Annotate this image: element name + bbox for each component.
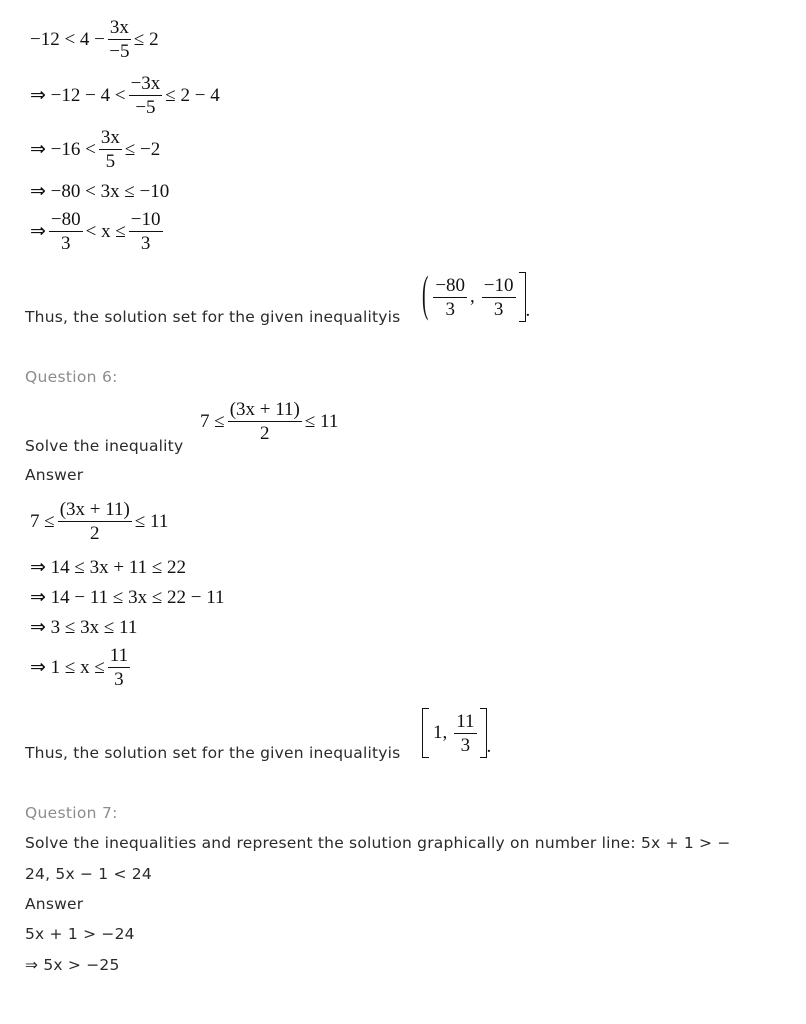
q7-step-1: 5x + 1 > −24 bbox=[25, 925, 135, 943]
q6-prompt: Solve the inequality bbox=[25, 437, 184, 455]
q7-step-2: ⇒ 5x > −25 bbox=[25, 956, 120, 974]
q6-interval-fraction bbox=[454, 712, 476, 755]
q6-step-3-text: ⇒ 14 − 11 ≤ 3x ≤ 22 − 11 bbox=[30, 587, 225, 608]
q5-step-1-fraction bbox=[108, 18, 131, 61]
q5-step-2-right: ≤ 2 − 4 bbox=[165, 84, 220, 106]
q5-step-1-right: ≤ 2 bbox=[133, 28, 159, 50]
q5-step-1-left: −12 < 4 − bbox=[30, 28, 105, 50]
q6-prompt-inequality bbox=[200, 400, 338, 443]
q5-solution-interval bbox=[420, 268, 531, 323]
q5-step-2 bbox=[30, 74, 220, 117]
q6-prompt-numerator: (3x + 11) bbox=[229, 399, 300, 420]
q6-step-1-denominator: 2 bbox=[90, 523, 100, 544]
q5-step-4 bbox=[30, 180, 169, 203]
q5-interval-denominator-1: 3 bbox=[445, 298, 455, 320]
q6-step-3 bbox=[30, 586, 225, 609]
q5-step-5-numerator-1: −80 bbox=[50, 209, 81, 230]
q5-step-3-fraction bbox=[99, 128, 122, 171]
q5-interval-numerator-1: −80 bbox=[435, 274, 466, 296]
q6-prompt-fraction bbox=[228, 400, 302, 443]
q6-step-4-text: ⇒ 3 ≤ 3x ≤ 11 bbox=[30, 617, 138, 638]
question-6-heading: Question 6: bbox=[25, 368, 118, 386]
q6-interval-denominator: 3 bbox=[460, 734, 471, 756]
q6-step-2-text: ⇒ 14 ≤ 3x + 11 ≤ 22 bbox=[30, 557, 187, 578]
q6-prompt-left: 7 ≤ bbox=[200, 410, 225, 432]
q5-step-3-right: ≤ −2 bbox=[124, 138, 161, 160]
q5-step-5-denominator-1: 3 bbox=[61, 233, 71, 254]
q5-interval-numerator-2: −10 bbox=[483, 274, 514, 296]
q6-period: . bbox=[486, 736, 492, 757]
q5-step-5-fraction-2 bbox=[129, 210, 163, 253]
open-bracket bbox=[422, 708, 429, 758]
q5-step-2-fraction bbox=[129, 74, 163, 117]
q5-step-5-numerator-2: −10 bbox=[130, 209, 161, 230]
q5-step-3-left: ⇒ −16 < bbox=[30, 139, 96, 160]
open-paren: ( bbox=[422, 268, 429, 323]
comma: , bbox=[470, 286, 475, 307]
q6-interval-numerator: 11 bbox=[456, 710, 475, 732]
q5-step-1 bbox=[30, 18, 159, 61]
q6-step-4 bbox=[30, 616, 137, 639]
q6-step-5-numerator: 11 bbox=[109, 645, 129, 666]
q5-step-1-denominator: −5 bbox=[109, 41, 130, 62]
q6-conclusion-text: Thus, the solution set for the given inequalityis bbox=[25, 744, 401, 762]
q5-period: . bbox=[525, 300, 531, 321]
q5-step-5-middle: < x ≤ bbox=[85, 220, 126, 242]
q6-step-1 bbox=[30, 500, 168, 543]
question-7-heading: Question 7: bbox=[25, 804, 118, 822]
q5-step-3 bbox=[30, 128, 160, 171]
close-bracket bbox=[519, 272, 526, 322]
q7-answer-label: Answer bbox=[25, 895, 84, 913]
q5-step-1-numerator: 3x bbox=[109, 17, 129, 38]
q7-prompt-line-2: 24, 5x − 1 < 24 bbox=[25, 865, 152, 883]
q6-answer-label: Answer bbox=[25, 466, 84, 484]
q7-prompt-line-1: Solve the inequalities and represent the solution graphically on number line: 5x + 1 > − bbox=[25, 834, 731, 852]
q6-solution-interval bbox=[422, 708, 491, 758]
q6-prompt-denominator: 2 bbox=[260, 423, 270, 444]
q5-step-5 bbox=[30, 210, 166, 253]
q5-step-2-denominator: −5 bbox=[135, 97, 156, 118]
q6-step-5-denominator: 3 bbox=[114, 669, 124, 690]
q5-step-3-numerator: 3x bbox=[100, 127, 120, 148]
q5-step-3-denominator: 5 bbox=[105, 151, 116, 172]
q5-interval-fraction-2 bbox=[482, 276, 516, 319]
close-bracket bbox=[480, 708, 487, 758]
q5-step-5-arrow: ⇒ bbox=[30, 221, 46, 242]
q6-step-1-fraction bbox=[58, 500, 132, 543]
q5-step-2-left: ⇒ −12 − 4 < bbox=[30, 85, 126, 106]
q6-interval-lower: 1, bbox=[433, 722, 448, 743]
q6-step-1-numerator: (3x + 11) bbox=[59, 499, 130, 520]
q6-prompt-right: ≤ 11 bbox=[304, 410, 339, 432]
q5-step-5-denominator-2: 3 bbox=[140, 233, 151, 254]
q6-step-1-left: 7 ≤ bbox=[30, 510, 55, 532]
q5-interval-denominator-2: 3 bbox=[493, 298, 504, 320]
q6-step-5-left: ⇒ 1 ≤ x ≤ bbox=[30, 657, 105, 678]
q5-step-4-text: ⇒ −80 < 3x ≤ −10 bbox=[30, 181, 170, 202]
q5-step-5-fraction-1 bbox=[49, 210, 83, 253]
q5-conclusion-text: Thus, the solution set for the given inequalityis bbox=[25, 308, 401, 326]
q5-step-2-numerator: −3x bbox=[130, 73, 161, 94]
q6-step-5 bbox=[30, 646, 133, 689]
q6-step-5-fraction bbox=[108, 646, 130, 689]
q6-step-2 bbox=[30, 556, 186, 579]
q5-interval-fraction-1 bbox=[433, 276, 467, 319]
q6-step-1-right: ≤ 11 bbox=[134, 510, 169, 532]
